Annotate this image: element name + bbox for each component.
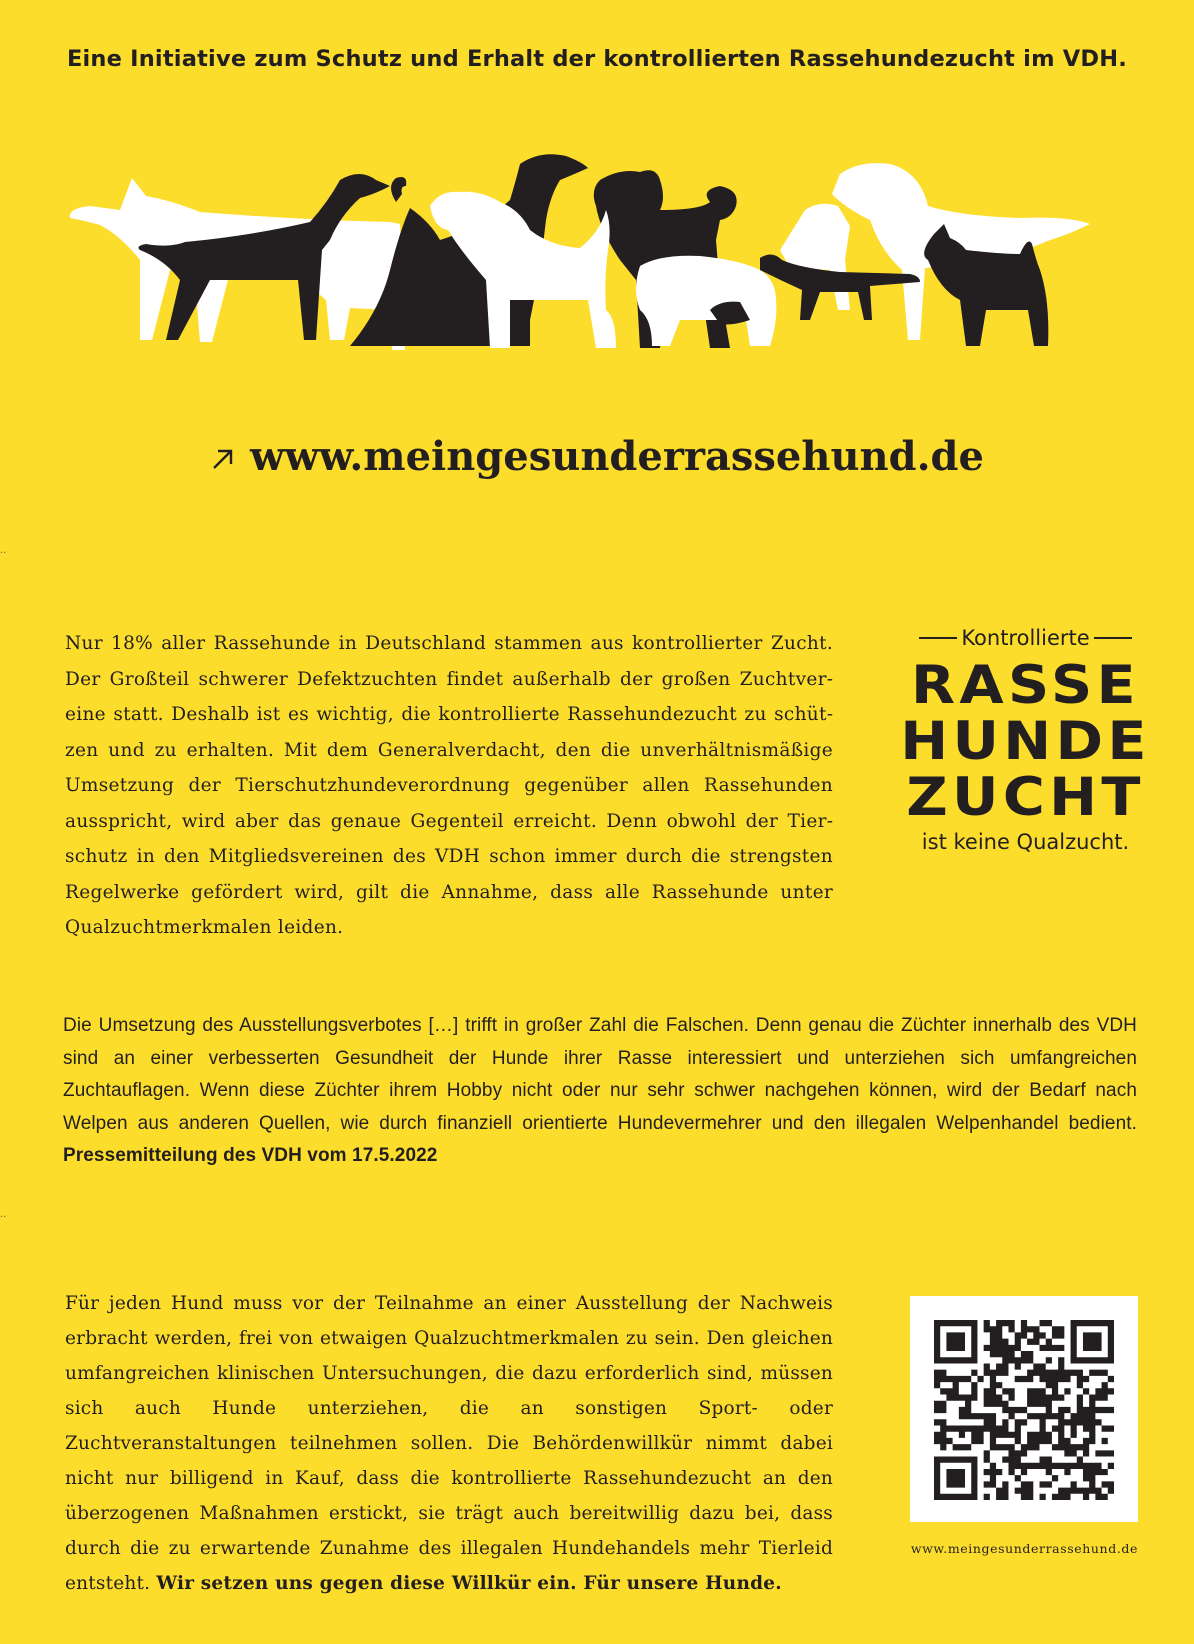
dog-silhouettes-icon	[60, 150, 1140, 365]
divider	[1094, 637, 1132, 639]
badge-bottom: ist keine Qualzucht.	[921, 830, 1130, 854]
badge-line-1: RASSE	[911, 655, 1140, 716]
quote-source: Pressemitteilung des VDH vom 17.5.2022	[63, 1145, 438, 1166]
margin-dots: ..	[0, 545, 7, 556]
website-link[interactable]	[0, 433, 1194, 480]
qr-caption: www.meingesunderrassehund.de	[910, 1541, 1138, 1556]
quote-text: Die Umsetzung des Ausstellungsverbotes […] trifft in großer Zahl die Falschen. Denn genau die Züchter innerhalb des VDH sind an einer verbesserten Gesundheit der Hunde ihrer Rasse interessiert und unterziehen sich umfangreichen Zuchtauflagen. Wenn diese Züchter ihrem Hobby nicht oder nur sehr schwer nachgehen können, wird der Bedarf nach Welpen aus anderen Quellen, wie durch finanziell orientierte Hundevermehrer und den illegalen Welpenhandel bedient.	[63, 1015, 1137, 1134]
badge-line-2: HUNDE	[900, 711, 1151, 772]
margin-dots: ..	[0, 1209, 7, 1220]
divider	[919, 637, 957, 639]
body-paragraph	[65, 1286, 833, 1601]
body-text: Für jeden Hund muss vor der Teilnahme an einer Ausstellung der Nachweis erbracht werden, frei von etwaigen Qualzuchtmerkmalen zu sein. Den gleichen umfangreichen klinischen Untersuchungen, die dazu erforderlich sind, müssen sich auch Hunde unterziehen, die an sonstigen Sport- oder Zuchtveranstaltungen teilnehmen sollen. Die Behördenwillkür nimmt dabei nicht nur billigend in Kauf, dass die kontrollierte Rassehundezucht an den überzogenen Maßnahmen erstickt, sie trägt auch bereitwillig dazu bei, dass durch die zu erwartende Zunahme des illegalen Hundehandels mehr Tierleid entsteht.	[65, 1293, 833, 1594]
arrow-up-right-icon	[210, 446, 236, 472]
press-quote	[63, 1010, 1137, 1173]
body-closing: Wir setzen uns gegen diese Willkür ein. Für unsere Hunde.	[156, 1573, 782, 1594]
qr-code[interactable]	[910, 1296, 1138, 1522]
website-url[interactable]: www.meingesunderrassehund.de	[250, 433, 984, 480]
initiative-tagline: Eine Initiative zum Schutz und Erhalt der kontrollierten Rassehundezucht im VDH.	[66, 46, 1128, 72]
breeding-badge	[900, 626, 1151, 854]
badge-top: Kontrollierte	[961, 626, 1090, 650]
badge-top-row	[909, 626, 1142, 650]
intro-paragraph: Nur 18% aller Rassehunde in Deutschland stammen aus kontrollierter Zucht. Der Großteil schwerer Defektzuchten findet außerhalb der großen Zuchtvereine statt. Deshalb ist es wichtig, die kontrollierte Rassehundezucht zu schützen und zu erhalten. Mit dem Generalverdacht, den die unverhältnismäßige Umsetzung der Tierschutzhundeverordnung gegenüber allen Rassehunden ausspricht, wird aber das genaue Gegenteil erreicht. Denn obwohl der Tierschutz in den Mitgliedsvereinen des VDH schon immer durch die strengsten Regelwerke gefördert wird, gilt die Annahme, dass alle Rassehunde unter Qualzuchtmerkmalen leiden.	[65, 633, 833, 938]
badge-line-3: ZUCHT	[906, 767, 1145, 828]
qr-code-icon	[934, 1320, 1114, 1500]
